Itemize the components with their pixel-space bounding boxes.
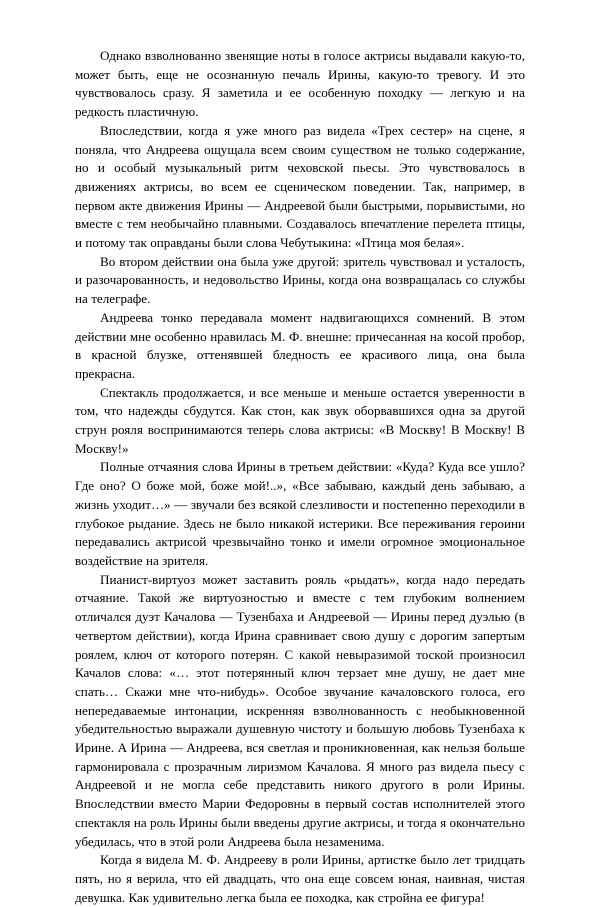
paragraph: Пианист-виртуоз может заставить рояль «рыдать», когда надо передать отчаяние. Такой же виртуозностью и вместе с тем глубоким волнением отличался дуэт Качалова — Тузенбаха и Андреевой — Ирины перед дуэлью (в четвертом действии), когда Ирина сравнивает свою душу с дорогим запертым роялем, ключ от которого потерян. С какой невыразимой тоской произносил Качалов слова: «… этот потерянный ключ терзает мне душу, не дает мне спать… Скажи мне что-нибудь». Особое звучание качаловского голоса, его непередаваемые интонации, искренняя взволнованность с необыкновенной убедительностью выражали душевную чистоту и большую любовь Тузенбаха к Ирине. А Ирина — Андреева, вся светлая и проникновенная, как нельзя больше гармонировала с прозрачным лиризмом Качалова. Я много раз видела пьесу с Андреевой и не могла себе представить никого другого в роли Ирины. Впоследствии вместо Марии Федоровны в первый состав исполнителей этого спектакля на роль Ирины были введены другие актрисы, и тогда я окончательно убедилась, что в этой роли Андреева была незаменима. xyxy=(75,571,525,849)
paragraph: Андреева тонко передавала момент надвигающихся сомнений. В этом действии мне особенно нравилась М. Ф. внешне: причесанная на косой пробор, в красной блузке, оттенявшей бледность ее красивого лица, она была прекрасна. xyxy=(75,309,525,381)
paragraph: Однако взволнованно звенящие ноты в голосе актрисы выдавали какую-то, может быть, еще не осознанную печаль Ирины, какую-то тревогу. И это чувствовалось сразу. Я заметила и ее особенную походку — легкую и на редкость пластичную. xyxy=(75,48,525,120)
paragraph: Во втором действии она была уже другой: зритель чувствовал и усталость, и разочарованность, и недовольство Ирины, когда она возвращалась со службы на телеграфе. xyxy=(75,253,525,307)
paragraph: Полные отчаяния слова Ирины в третьем действии: «Куда? Куда все ушло? Где оно? О боже мой, боже мой!..», «Все забываю, каждый день забываю, а жизнь уходит…» — звучали без всякой слезливости и постепенно переходили в глубокое рыдание. Здесь не было никакой истерики. Все переживания героини передавались актрисой чрезвычайно тонко и имели огромное эмоциональное воздействие на зрителя. xyxy=(75,459,525,568)
document-text-column xyxy=(75,47,525,907)
paragraph: Впоследствии, когда я уже много раз видела «Трех сестер» на сцене, я поняла, что Андреева ощущала всем своим существом не только содержание, но и особый музыкальный ритм чеховской пьесы. Это чувствовалось в движениях актрисы, во всем ее сценическом поведении. Так, например, в первом акте движения Ирины — Андреевой были быстрыми, порывистыми, но вместе с тем необычайно плавными. Создавалось впечатление перелета птицы, и потому так оправданы были слова Чебутыкина: «Птица моя белая». xyxy=(75,122,525,251)
paragraph: Спектакль продолжается, и все меньше и меньше остается уверенности в том, что надежды сбудутся. Как стон, как звук оборвавшихся одна за другой струн рояля воспринимаются теперь слова актрисы: «В Москву! В Москву! В Москву!» xyxy=(75,384,525,456)
paragraph: Когда я видела М. Ф. Андрееву в роли Ирины, артистке было лет тридцать пять, но я верила, что ей двадцать, что она еще совсем юная, наивная, чистая девушка. Как удивительно легка была ее походка, как стройна ее фигура! xyxy=(75,852,525,905)
